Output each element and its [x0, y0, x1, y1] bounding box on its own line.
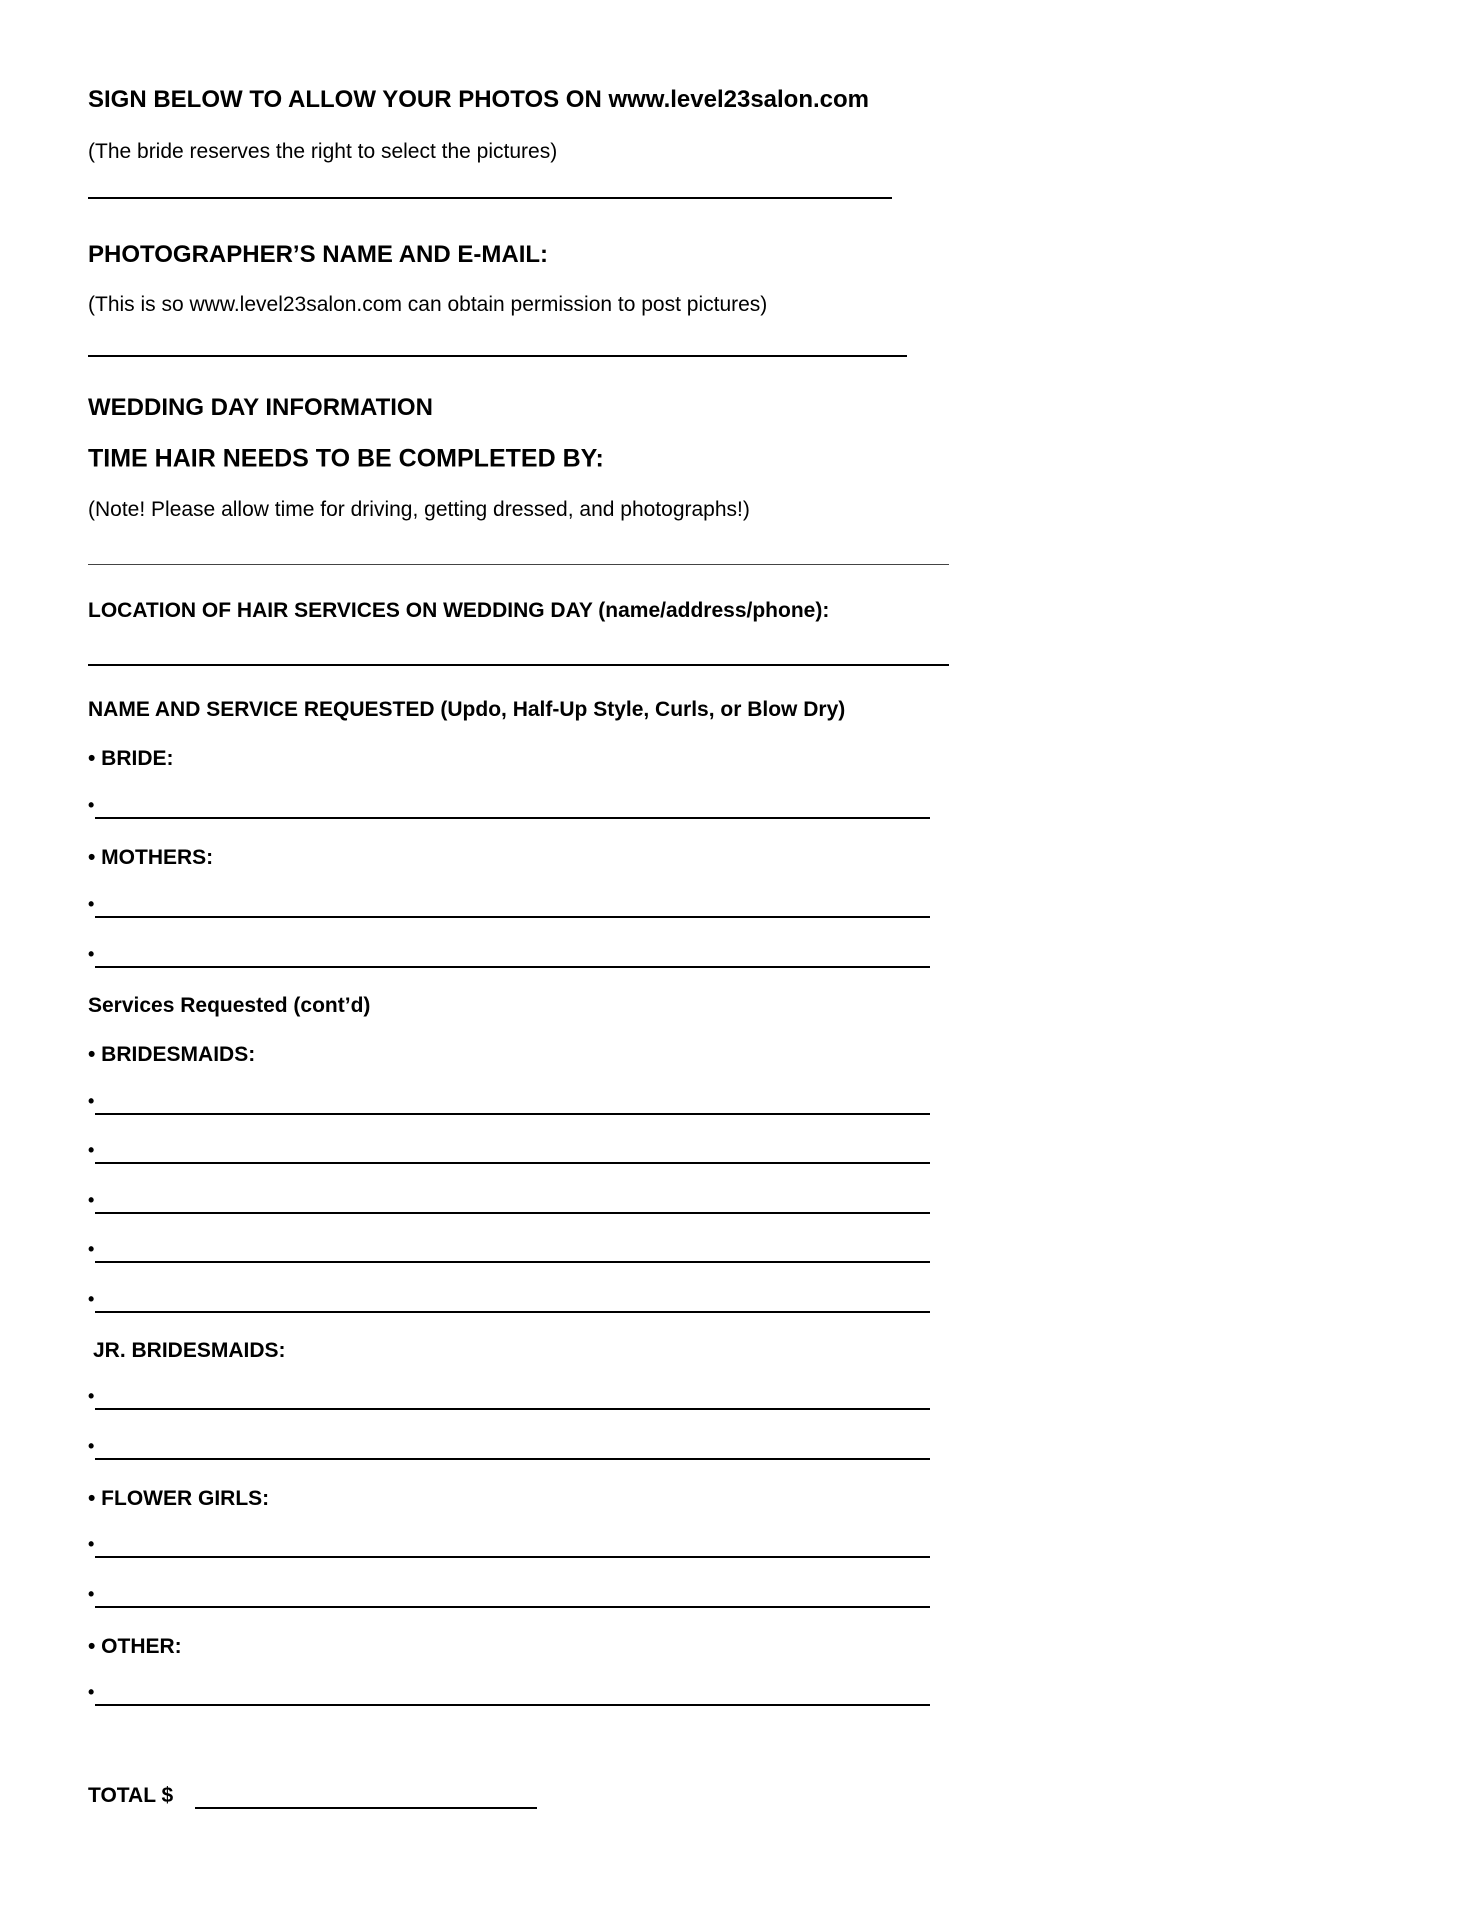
- flower-girl-line[interactable]: [88, 1534, 930, 1558]
- time-line[interactable]: [88, 564, 949, 565]
- bullet: •: [88, 1682, 95, 1702]
- photographer-line[interactable]: [88, 355, 907, 357]
- mother-line[interactable]: [88, 894, 930, 918]
- photos-note: (The bride reserves the right to select the pictures): [88, 140, 558, 163]
- bullet: •: [88, 1436, 95, 1456]
- other-label: • OTHER:: [88, 1635, 182, 1658]
- total-label: TOTAL $: [88, 1784, 174, 1807]
- photo-signature-line[interactable]: [88, 197, 892, 199]
- bullet: •: [88, 1386, 95, 1406]
- jr-bridesmaid-line[interactable]: [88, 1436, 930, 1460]
- photographer-note: (This is so www.level23salon.com can obtain permission to post pictures): [88, 293, 768, 316]
- photographer-heading: PHOTOGRAPHER’S NAME AND E-MAIL:: [88, 241, 549, 268]
- bridesmaid-line[interactable]: [88, 1140, 930, 1164]
- bullet: •: [88, 1140, 95, 1160]
- location-line[interactable]: [88, 664, 949, 666]
- flower-girl-line[interactable]: [88, 1584, 930, 1608]
- bride-label: • BRIDE:: [88, 747, 174, 770]
- services-contd-label: Services Requested (cont’d): [88, 994, 371, 1017]
- bridesmaids-label: • BRIDESMAIDS:: [88, 1043, 256, 1066]
- bullet: •: [88, 1091, 95, 1111]
- bridesmaid-line[interactable]: [88, 1091, 930, 1115]
- services-heading: NAME AND SERVICE REQUESTED (Updo, Half-Up Style, Curls, or Blow Dry): [88, 698, 846, 721]
- bullet: •: [88, 795, 95, 815]
- photos-heading: SIGN BELOW TO ALLOW YOUR PHOTOS ON www.level23salon.com: [88, 86, 870, 113]
- bullet: •: [88, 1584, 95, 1604]
- total-line[interactable]: [195, 1807, 537, 1809]
- bullet: •: [88, 894, 95, 914]
- other-line[interactable]: [88, 1682, 930, 1706]
- bridesmaid-line[interactable]: [88, 1190, 930, 1214]
- wedding-info-heading: WEDDING DAY INFORMATION: [88, 394, 433, 421]
- bullet: •: [88, 944, 95, 964]
- bullet: •: [88, 1190, 95, 1210]
- bullet: •: [88, 1289, 95, 1309]
- bridesmaid-line[interactable]: [88, 1289, 930, 1313]
- mothers-label: • MOTHERS:: [88, 846, 214, 869]
- bridesmaid-line[interactable]: [88, 1239, 930, 1263]
- bullet: •: [88, 1239, 95, 1259]
- bullet: •: [88, 1534, 95, 1554]
- flower-girls-label: • FLOWER GIRLS:: [88, 1487, 270, 1510]
- time-note: (Note! Please allow time for driving, getting dressed, and photographs!): [88, 498, 750, 521]
- mother-line[interactable]: [88, 944, 930, 968]
- time-heading: TIME HAIR NEEDS TO BE COMPLETED BY:: [88, 444, 604, 473]
- jr-bridesmaid-line[interactable]: [88, 1386, 930, 1410]
- jr-bridesmaids-label: JR. BRIDESMAIDS:: [93, 1339, 286, 1362]
- bride-line[interactable]: [88, 795, 930, 819]
- location-heading: LOCATION OF HAIR SERVICES ON WEDDING DAY (name/address/phone):: [88, 599, 830, 622]
